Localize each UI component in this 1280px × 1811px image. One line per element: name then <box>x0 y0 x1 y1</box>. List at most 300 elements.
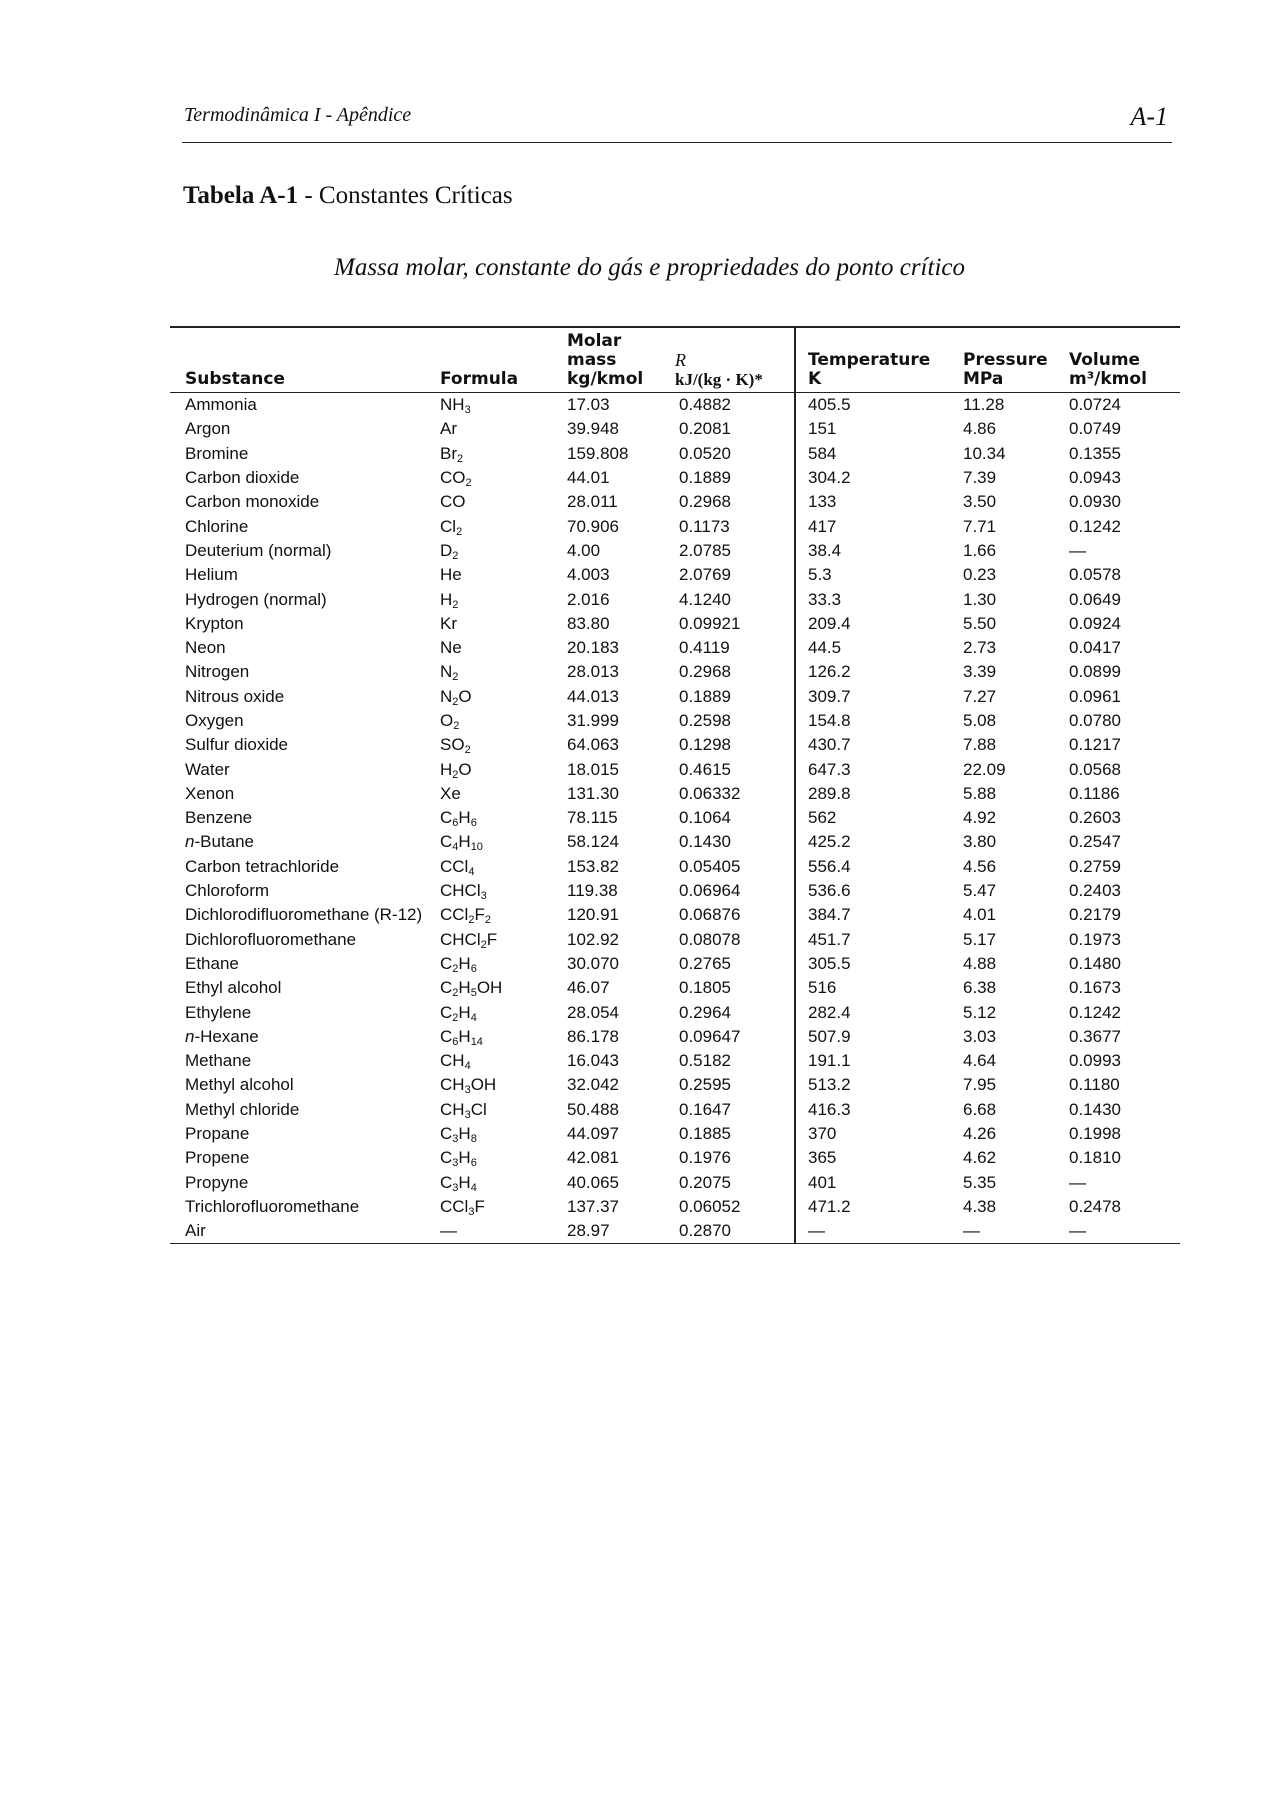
cell-pressure: 0.23 <box>963 565 997 585</box>
cell-substance: Water <box>185 759 230 779</box>
col-header-gas-constant: R kJ/(kg · K)* <box>675 327 795 393</box>
cell-volume: 0.0578 <box>1069 565 1121 585</box>
cell-volume: 0.0649 <box>1069 589 1121 609</box>
table-row <box>170 903 1180 927</box>
cell-gas-constant: 0.1430 <box>679 832 731 852</box>
cell-pressure: 4.88 <box>963 953 997 973</box>
cell-gas-constant: 0.5182 <box>679 1051 731 1071</box>
cell-pressure: 4.62 <box>963 1148 997 1168</box>
cell-temperature: 513.2 <box>795 1073 945 1097</box>
cell-temperature: 536.6 <box>795 879 945 903</box>
table-row <box>170 612 1180 636</box>
cell-molar-mass: 44.097 <box>567 1124 619 1144</box>
cell-gas-constant: 0.2870 <box>675 1219 795 1244</box>
cell-molar-mass: 86.178 <box>567 1026 619 1046</box>
cell-gas-constant: 0.2598 <box>679 711 731 730</box>
table-body <box>170 393 1180 1244</box>
col-header-volume: Volume m³/kmol <box>1055 327 1180 393</box>
cell-molar-mass: 16.043 <box>567 1051 619 1071</box>
cell-substance: Sulfur dioxide <box>185 735 289 755</box>
cell-gas-constant: 4.1240 <box>679 589 731 609</box>
table-row <box>170 1000 1180 1024</box>
cell-molar-mass: 131.30 <box>567 783 619 803</box>
cell-gas-constant: 0.1064 <box>679 808 731 828</box>
cell-gas-constant: 0.05405 <box>679 856 741 876</box>
cell-pressure: 7.27 <box>963 686 997 706</box>
cell-pressure: 4.01 <box>963 905 997 925</box>
cell-gas-constant: 0.1647 <box>679 1099 731 1119</box>
cell-molar-mass: 83.80 <box>567 613 610 633</box>
cell-substance: n-Hexane <box>185 1026 259 1046</box>
cell-pressure: 5.50 <box>963 613 997 633</box>
table-row <box>170 442 1180 466</box>
cell-volume: 0.0899 <box>1069 662 1121 682</box>
cell-molar-mass: 40.065 <box>567 1172 619 1192</box>
cell-volume: 0.1242 <box>1069 516 1121 536</box>
cell-molar-mass: 17.03 <box>567 395 610 415</box>
cell-formula: CHCl$_3$ <box>440 881 487 903</box>
table-subtitle: Massa molar, constante do gás e propriedades do ponto crítico <box>334 254 965 281</box>
table-row <box>170 1219 1180 1244</box>
cell-formula: $NH_3$ <box>440 395 471 417</box>
cell-formula: $Br_2$ <box>440 443 464 465</box>
cell-pressure: 7.95 <box>963 1075 997 1095</box>
table-row <box>170 490 1180 514</box>
cell-molar-mass: 30.070 <box>567 953 619 973</box>
table-row <box>170 393 1180 418</box>
cell-molar-mass: 4.00 <box>567 540 601 560</box>
cell-gas-constant: 0.1298 <box>679 735 731 755</box>
cell-substance: Carbon dioxide <box>185 468 300 488</box>
cell-gas-constant: 0.4119 <box>679 638 730 658</box>
cell-pressure: 5.12 <box>963 1002 997 1022</box>
cell-gas-constant: 2.0785 <box>679 540 731 560</box>
cell-pressure: 4.26 <box>963 1124 997 1144</box>
cell-formula: $N_2$ <box>440 662 459 684</box>
cell-volume: 0.2179 <box>1069 905 1121 925</box>
cell-formula: Ne <box>440 638 462 658</box>
cell-formula: $CO_2$ <box>440 468 472 490</box>
cell-molar-mass: 70.906 <box>567 516 619 536</box>
critical-constants-table-wrap <box>170 326 1180 1244</box>
cell-pressure: 5.08 <box>963 711 997 730</box>
cell-pressure: 1.66 <box>963 540 997 560</box>
table-row <box>170 660 1180 684</box>
cell-volume: 0.0724 <box>1069 395 1121 415</box>
table-header <box>170 327 1180 393</box>
cell-molar-mass: 20.183 <box>567 638 619 658</box>
table-row <box>170 1122 1180 1146</box>
table-row <box>170 830 1180 854</box>
cell-temperature: 5.3 <box>795 563 945 587</box>
cell-molar-mass: 50.488 <box>567 1099 619 1119</box>
cell-volume: 0.0417 <box>1069 638 1121 658</box>
cell-volume: 0.2403 <box>1069 881 1121 901</box>
cell-substance: Methane <box>185 1051 252 1071</box>
cell-gas-constant: 0.1173 <box>679 516 730 536</box>
table-caption <box>183 182 513 210</box>
cell-formula: $Cl_2$ <box>440 516 463 538</box>
table-row <box>170 1025 1180 1049</box>
col-header-formula: Formula <box>440 327 545 393</box>
table-row <box>170 563 1180 587</box>
cell-gas-constant: 0.09921 <box>679 613 741 633</box>
cell-volume: 0.3677 <box>1069 1026 1121 1046</box>
cell-formula: CHCl$_2$F <box>440 929 498 951</box>
cell-volume: 0.2547 <box>1069 832 1121 852</box>
cell-molar-mass: 28.011 <box>567 492 618 512</box>
table-row <box>170 782 1180 806</box>
cell-substance: Chloroform <box>185 881 270 901</box>
cell-temperature: 516 <box>795 976 945 1000</box>
table-row <box>170 417 1180 441</box>
cell-gas-constant: 0.06964 <box>679 881 741 901</box>
cell-pressure: 2.73 <box>963 638 997 658</box>
table-row <box>170 685 1180 709</box>
cell-pressure: 5.47 <box>963 881 997 901</box>
cell-molar-mass: 153.82 <box>567 856 619 876</box>
cell-molar-mass: 102.92 <box>567 929 619 949</box>
cell-molar-mass: 4.003 <box>567 565 610 585</box>
cell-gas-constant: 2.0769 <box>679 565 731 585</box>
cell-temperature: 126.2 <box>795 660 945 684</box>
cell-formula: $D_2$ <box>440 540 459 562</box>
cell-volume: 0.0930 <box>1069 492 1121 512</box>
header-row <box>170 327 1180 393</box>
cell-molar-mass: 39.948 <box>567 419 619 439</box>
col-header-substance: Substance <box>170 327 440 393</box>
cell-temperature: 425.2 <box>795 830 945 854</box>
cell-substance: Propene <box>185 1148 250 1168</box>
cell-molar-mass: 44.01 <box>567 468 610 488</box>
cell-temperature: 151 <box>795 417 945 441</box>
cell-volume: 0.1217 <box>1069 735 1121 755</box>
cell-volume: 0.1673 <box>1069 978 1121 998</box>
cell-temperature: 507.9 <box>795 1025 945 1049</box>
cell-formula: $C_4H_{10}$ <box>440 832 483 854</box>
cell-volume: 0.1480 <box>1069 953 1121 973</box>
cell-gas-constant: 0.4615 <box>679 759 731 779</box>
table-row <box>170 1195 1180 1219</box>
cell-substance: Benzene <box>185 808 253 828</box>
cell-pressure: 10.34 <box>963 443 1006 463</box>
cell-formula: $CH_3OH$ <box>440 1075 497 1097</box>
cell-temperature: 471.2 <box>795 1195 945 1219</box>
cell-pressure: 1.30 <box>963 589 997 609</box>
table-row <box>170 709 1180 733</box>
cell-molar-mass: 2.016 <box>567 589 610 609</box>
cell-volume: — <box>1069 540 1086 560</box>
cell-formula: CCl$_4$ <box>440 856 475 878</box>
cell-temperature: 417 <box>795 514 945 538</box>
cell-gas-constant: 0.1889 <box>679 686 731 706</box>
cell-molar-mass: 28.054 <box>567 1002 619 1022</box>
cell-substance: Nitrous oxide <box>185 686 285 706</box>
cell-molar-mass: 28.013 <box>567 662 619 682</box>
cell-pressure: 3.03 <box>963 1026 997 1046</box>
cell-temperature: 384.7 <box>795 903 945 927</box>
cell-substance: Oxygen <box>185 711 244 730</box>
cell-molar-mass: 31.999 <box>567 711 619 730</box>
cell-temperature: 556.4 <box>795 855 945 879</box>
cell-gas-constant: 0.06332 <box>679 783 741 803</box>
cell-formula: $C_2H_4$ <box>440 1002 477 1024</box>
table-row <box>170 587 1180 611</box>
cell-substance: Propyne <box>185 1172 249 1192</box>
cell-molar-mass: 28.97 <box>545 1219 675 1244</box>
cell-pressure: 4.64 <box>963 1051 997 1071</box>
cell-temperature: 365 <box>795 1146 945 1170</box>
table-row <box>170 757 1180 781</box>
cell-gas-constant: 0.08078 <box>679 929 741 949</box>
cell-pressure: 6.68 <box>963 1099 997 1119</box>
cell-substance: Nitrogen <box>185 662 250 682</box>
cell-gas-constant: 0.06052 <box>679 1196 741 1216</box>
cell-temperature: 209.4 <box>795 612 945 636</box>
cell-substance: Helium <box>185 565 238 585</box>
table-row <box>170 952 1180 976</box>
table-row <box>170 879 1180 903</box>
cell-pressure: 4.56 <box>963 856 997 876</box>
cell-volume: 0.2603 <box>1069 808 1121 828</box>
cell-pressure: 3.39 <box>963 662 997 682</box>
cell-pressure: 7.71 <box>963 516 997 536</box>
cell-pressure: 7.39 <box>963 468 997 488</box>
cell-substance: Ethane <box>185 953 239 973</box>
cell-temperature: 405.5 <box>795 393 945 418</box>
table-row <box>170 1171 1180 1195</box>
header-title: Termodinâmica I - Apêndice <box>184 104 412 126</box>
cell-temperature: 289.8 <box>795 782 945 806</box>
cell-substance: Krypton <box>185 613 244 633</box>
cell-substance: Methyl chloride <box>185 1099 300 1119</box>
cell-molar-mass: 18.015 <box>567 759 619 779</box>
cell-substance: n-Butane <box>185 832 255 852</box>
cell-pressure: 11.28 <box>963 395 1005 415</box>
cell-volume: 0.0961 <box>1069 686 1121 706</box>
cell-substance: Dichlorofluoromethane <box>185 929 357 949</box>
cell-molar-mass: 78.115 <box>567 808 618 828</box>
cell-pressure: 4.86 <box>963 419 997 439</box>
cell-formula: Kr <box>440 613 457 633</box>
cell-pressure: 4.92 <box>963 808 997 828</box>
cell-gas-constant: 0.1805 <box>679 978 731 998</box>
cell-formula: $C_3H_4$ <box>440 1172 477 1194</box>
cell-volume: 0.1810 <box>1069 1148 1121 1168</box>
cell-formula: $C_2H_6$ <box>440 953 477 975</box>
cell-gas-constant: 0.1889 <box>679 468 731 488</box>
cell-volume: 0.0943 <box>1069 468 1121 488</box>
cell-temperature: 451.7 <box>795 928 945 952</box>
cell-volume: 0.1430 <box>1069 1099 1121 1119</box>
cell-molar-mass: 44.013 <box>567 686 619 706</box>
table-row <box>170 1049 1180 1073</box>
cell-substance: Ammonia <box>185 395 257 415</box>
cell-gas-constant: 0.2765 <box>679 953 731 973</box>
table-row <box>170 636 1180 660</box>
cell-temperature: 305.5 <box>795 952 945 976</box>
table-row <box>170 733 1180 757</box>
cell-formula: Xe <box>440 783 461 803</box>
cell-substance: Air <box>170 1219 440 1244</box>
cell-gas-constant: 0.1885 <box>679 1124 731 1144</box>
cell-substance: Xenon <box>185 783 235 803</box>
cell-pressure: 3.80 <box>963 832 997 852</box>
cell-temperature: 416.3 <box>795 1098 945 1122</box>
cell-formula: — <box>440 1219 545 1244</box>
cell-volume: 0.0780 <box>1069 711 1121 730</box>
cell-volume: 0.1186 <box>1069 783 1120 803</box>
cell-volume: 0.1355 <box>1069 443 1121 463</box>
cell-substance: Ethyl alcohol <box>185 978 282 998</box>
table-row <box>170 928 1180 952</box>
table-row <box>170 976 1180 1000</box>
cell-pressure: 7.88 <box>963 735 997 755</box>
cell-pressure: 5.88 <box>963 783 997 803</box>
cell-temperature: 304.2 <box>795 466 945 490</box>
cell-volume: 0.2478 <box>1069 1196 1121 1216</box>
col-header-pressure: Pressure MPa <box>945 327 1055 393</box>
cell-formula: $C_6H_6$ <box>440 808 477 830</box>
cell-gas-constant: 0.09647 <box>679 1026 741 1046</box>
cell-formula: $C_6H_{14}$ <box>440 1026 483 1048</box>
page-header <box>182 100 1172 143</box>
cell-molar-mass: 120.91 <box>567 905 619 925</box>
cell-formula: CO <box>440 492 466 512</box>
cell-temperature: 33.3 <box>795 587 945 611</box>
cell-temperature: 401 <box>795 1171 945 1195</box>
cell-volume: 0.1242 <box>1069 1002 1121 1022</box>
cell-molar-mass: 64.063 <box>567 735 619 755</box>
cell-temperature: 370 <box>795 1122 945 1146</box>
cell-temperature: 584 <box>795 442 945 466</box>
cell-temperature: 44.5 <box>795 636 945 660</box>
caption-separator: - <box>298 182 319 209</box>
cell-substance: Deuterium (normal) <box>185 540 332 560</box>
cell-pressure: 5.17 <box>963 929 997 949</box>
cell-temperature: 154.8 <box>795 709 945 733</box>
cell-substance: Neon <box>185 638 226 658</box>
col-header-temperature: Temperature K <box>795 327 945 393</box>
cell-volume: 0.1998 <box>1069 1124 1121 1144</box>
cell-volume: 0.0568 <box>1069 759 1121 779</box>
cell-pressure: 6.38 <box>963 978 997 998</box>
cell-formula: $H_2$ <box>440 589 459 611</box>
cell-formula: $CH_4$ <box>440 1051 471 1073</box>
cell-gas-constant: 0.1976 <box>679 1148 731 1168</box>
cell-substance: Ethylene <box>185 1002 252 1022</box>
cell-pressure: 3.50 <box>963 492 997 512</box>
cell-formula: $CH_3Cl$ <box>440 1099 487 1121</box>
cell-temperature: 133 <box>795 490 945 514</box>
table-row <box>170 855 1180 879</box>
cell-volume: — <box>1069 1172 1086 1192</box>
cell-pressure: 22.09 <box>963 759 1006 779</box>
cell-substance: Propane <box>185 1124 250 1144</box>
cell-temperature: 430.7 <box>795 733 945 757</box>
cell-formula: $C_2H_5OH$ <box>440 978 503 1000</box>
critical-constants-table <box>170 326 1180 1244</box>
cell-substance: Hydrogen (normal) <box>185 589 327 609</box>
cell-gas-constant: 0.2968 <box>679 662 731 682</box>
cell-temperature: 191.1 <box>795 1049 945 1073</box>
cell-formula: $C_3H_8$ <box>440 1124 477 1146</box>
cell-temperature: — <box>795 1219 945 1244</box>
cell-volume: 0.2759 <box>1069 856 1121 876</box>
cell-formula: He <box>440 565 462 585</box>
cell-substance: Carbon monoxide <box>185 492 320 512</box>
cell-molar-mass: 137.37 <box>567 1196 619 1216</box>
table-label: Tabela A-1 <box>183 182 299 209</box>
cell-gas-constant: 0.0520 <box>679 443 731 463</box>
cell-gas-constant: 0.2968 <box>679 492 731 512</box>
cell-gas-constant: 0.2595 <box>679 1075 731 1095</box>
cell-formula: $N_2O$ <box>440 686 472 708</box>
cell-gas-constant: 0.2075 <box>679 1172 731 1192</box>
cell-gas-constant: 0.4882 <box>679 395 731 415</box>
cell-molar-mass: 46.07 <box>567 978 610 998</box>
table-row <box>170 1146 1180 1170</box>
cell-substance: Trichlorofluoromethane <box>185 1196 360 1216</box>
table-title: Constantes Críticas <box>318 182 513 209</box>
cell-temperature: 38.4 <box>795 539 945 563</box>
cell-substance: Chlorine <box>185 516 249 536</box>
page-number: A-1 <box>1130 102 1168 131</box>
cell-gas-constant: 0.2964 <box>679 1002 731 1022</box>
cell-temperature: 562 <box>795 806 945 830</box>
cell-formula: $SO_2$ <box>440 735 471 757</box>
cell-formula: $O_2$ <box>440 711 460 732</box>
table-row <box>170 1073 1180 1097</box>
table-row <box>170 539 1180 563</box>
cell-volume: 0.0924 <box>1069 613 1121 633</box>
cell-molar-mass: 42.081 <box>567 1148 619 1168</box>
col-header-molar-mass: Molar mass kg/kmol <box>545 327 675 393</box>
cell-volume: 0.0993 <box>1069 1051 1121 1071</box>
cell-substance: Methyl alcohol <box>185 1075 294 1095</box>
table-row <box>170 1098 1180 1122</box>
cell-volume: 0.1973 <box>1069 929 1121 949</box>
cell-substance: Bromine <box>185 443 249 463</box>
cell-pressure: 5.35 <box>963 1172 997 1192</box>
cell-pressure: 4.38 <box>963 1196 997 1216</box>
cell-gas-constant: 0.06876 <box>679 905 741 925</box>
cell-formula: $C_3H_6$ <box>440 1148 477 1170</box>
table-row <box>170 514 1180 538</box>
cell-formula: $H_2O$ <box>440 759 472 781</box>
cell-temperature: 282.4 <box>795 1000 945 1024</box>
cell-substance: Argon <box>185 419 231 439</box>
cell-molar-mass: 159.808 <box>567 443 629 463</box>
table-row <box>170 466 1180 490</box>
cell-temperature: 647.3 <box>795 757 945 781</box>
cell-substance: Carbon tetrachloride <box>185 856 340 876</box>
cell-gas-constant: 0.2081 <box>679 419 731 439</box>
cell-formula: $CCl_2F_2$ <box>440 905 491 927</box>
cell-formula: CCl$_3$F <box>440 1196 485 1218</box>
cell-volume: 0.1180 <box>1069 1075 1120 1095</box>
table-row <box>170 806 1180 830</box>
cell-temperature: 309.7 <box>795 685 945 709</box>
cell-substance: Dichlorodifluoromethane (R-12) <box>185 905 423 925</box>
cell-molar-mass: 32.042 <box>567 1075 619 1095</box>
cell-volume: 0.0749 <box>1069 419 1121 439</box>
cell-molar-mass: 119.38 <box>567 881 618 901</box>
cell-volume: — <box>1055 1219 1180 1244</box>
cell-molar-mass: 58.124 <box>567 832 619 852</box>
cell-pressure: — <box>945 1219 1055 1244</box>
cell-formula: Ar <box>440 419 457 439</box>
